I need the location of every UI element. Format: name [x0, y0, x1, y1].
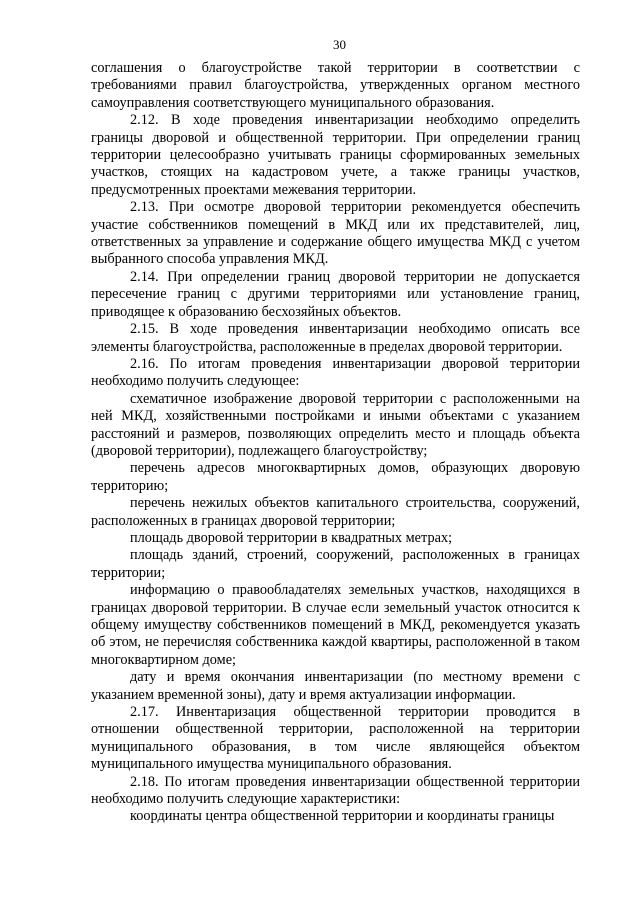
- list-item-yard-area: площадь дворовой территории в квадратных метрах;: [130, 529, 453, 546]
- list-item-scheme: схематичное изображение дворовой территории с расположенными на ней МКД, хозяйственными постройками и иными объектами с указанием расстояний и размеров, позволяющих определить место и площадь объекта (дворовой территории), подлежащего благоустройству;: [91, 390, 580, 459]
- page-number: 30: [333, 37, 346, 52]
- paragraph-2-17: 2.17. Инвентаризация общественной территории проводится в отношении общественной территории, расположенной на территории муниципального образования, в том числе являющейся объектом муниципального имущества муниципального образования.: [91, 704, 580, 773]
- paragraph-2-12: 2.12. В ходе проведения инвентаризации необходимо определить границы дворовой и общественной территории. При определении границ территории целесообразно учитывать границы сформированных земельных участков, стоящих на кадастровом учете, а также границы участков, предусмотренных проектами межевания территории.: [91, 112, 580, 198]
- paragraph-continuation: соглашения о благоустройстве такой территории в соответствии с требованиями правил благоустройства, утвержденных органом местного самоуправления соответствующего муниципального образования.: [91, 60, 580, 111]
- list-item-coordinates: координаты центра общественной территории и координаты границы: [130, 808, 555, 825]
- list-item-owners: информацию о правообладателях земельных участков, находящихся в границах дворовой территории. В случае если земельный участок относится к общему имуществу собственников помещений в МКД, рекомендуется указать об этом, не перечисляя собственника каждой квартиры, расположенной в таком многоквартирном доме;: [91, 582, 580, 668]
- paragraph-2-13: 2.13. При осмотре дворовой территории рекомендуется обеспечить участие собственников помещений в МКД или их представителей, лиц, ответственных за управление и содержание общего имущества МКД с учетом выбранного способа управления МКД.: [91, 199, 580, 268]
- body-text: [91, 60, 580, 826]
- list-item-buildings-area: площадь зданий, строений, сооружений, расположенных в границах территории;: [91, 547, 580, 581]
- paragraph-2-18: 2.18. По итогам проведения инвентаризации общественной территории необходимо получить следующие характеристики:: [91, 773, 580, 808]
- list-item-addresses: перечень адресов многоквартирных домов, образующих дворовую территорию;: [91, 460, 580, 494]
- list-item-nonresidential: перечень нежилых объектов капитального строительства, сооружений, расположенных в границах дворовой территории;: [91, 495, 580, 529]
- paragraph-2-14: 2.14. При определении границ дворовой территории не допускается пересечение границ с другими территориями или установление границ, приводящее к образованию бесхозяйных объектов.: [91, 268, 580, 320]
- list-item-date-time: дату и время окончания инвентаризации (по местному времени с указанием временной зоны), дату и время актуализации информации.: [91, 669, 580, 703]
- paragraph-2-15: 2.15. В ходе проведения инвентаризации необходимо описать все элементы благоустройства, расположенные в пределах дворовой территории.: [91, 321, 580, 355]
- paragraph-2-16: 2.16. По итогам проведения инвентаризации дворовой территории необходимо получить следующее:: [91, 355, 580, 390]
